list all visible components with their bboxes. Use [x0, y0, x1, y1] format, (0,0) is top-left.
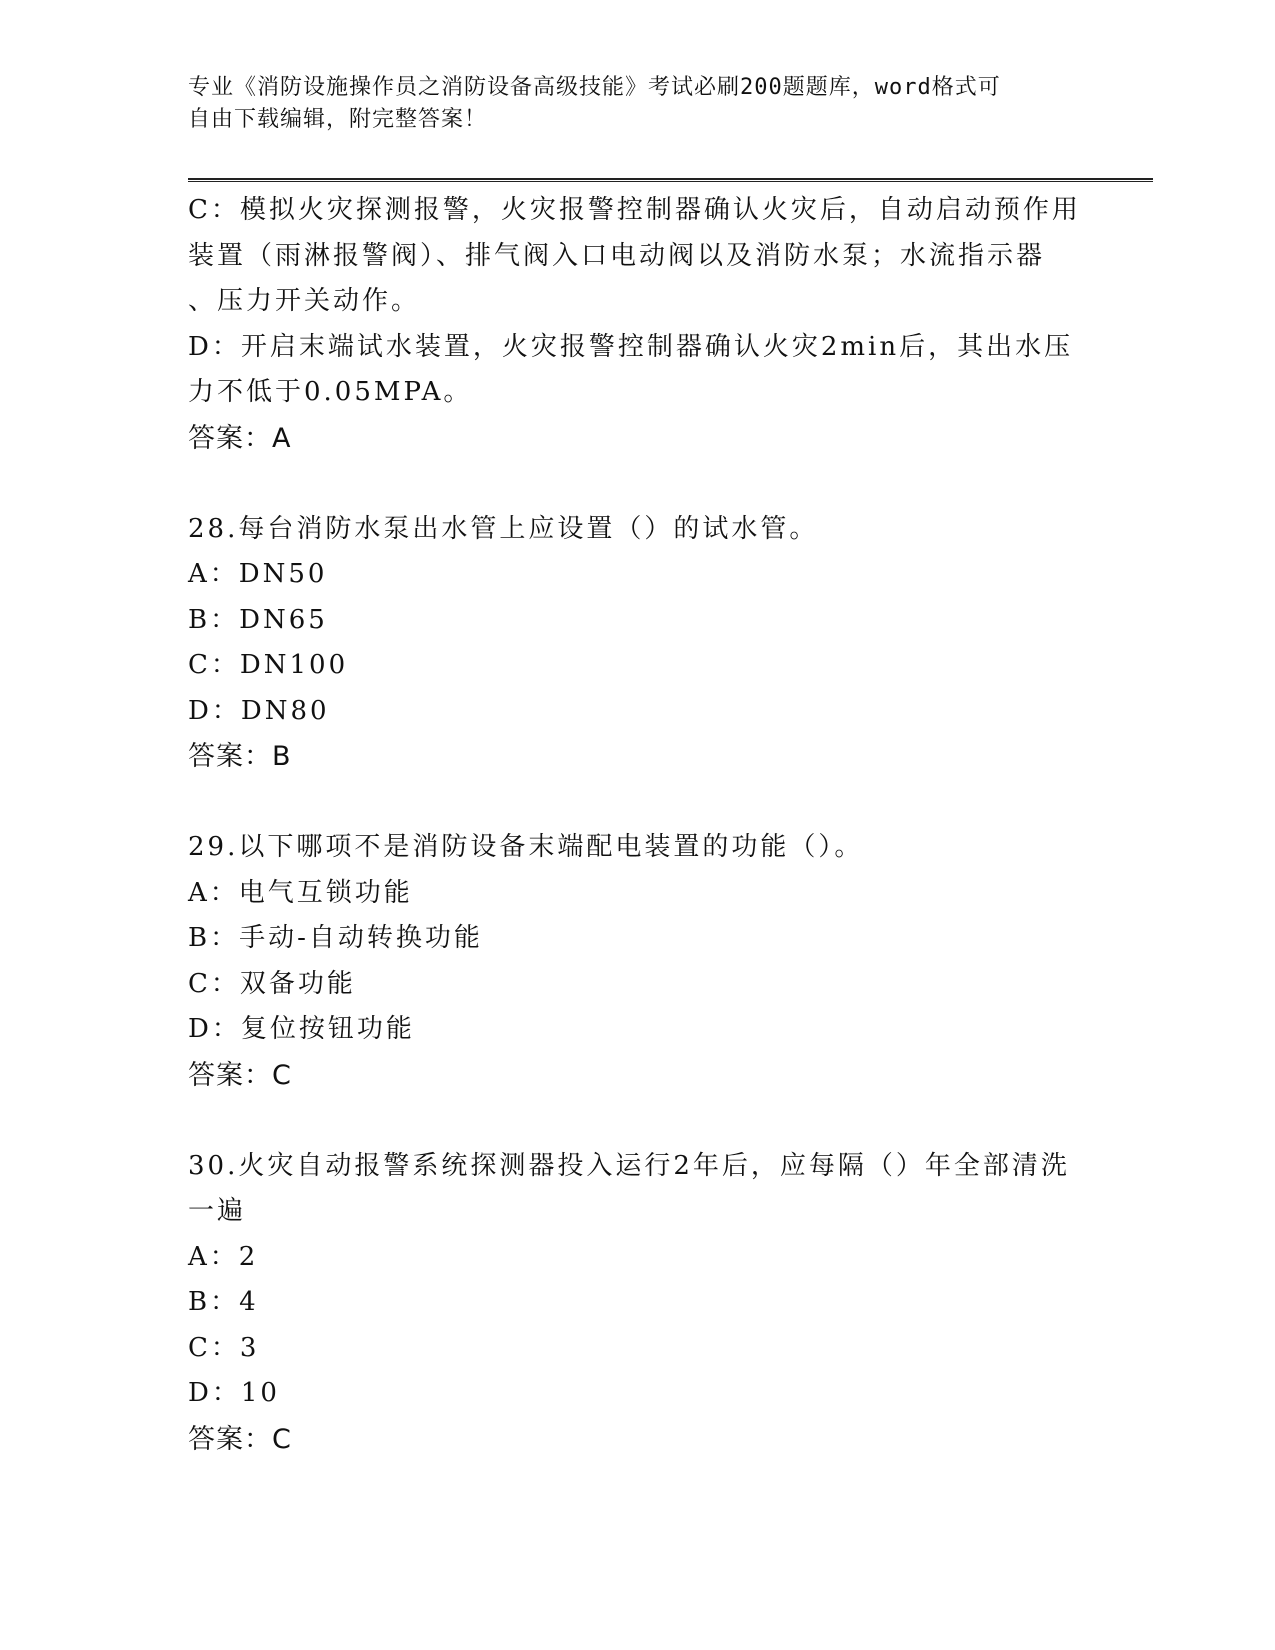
- option-c: C：DN100: [188, 650, 349, 680]
- question-stem: 29.以下哪项不是消防设备末端配电装置的功能（）。: [188, 832, 864, 862]
- header-line: 专业《消防设施操作员之消防设备高级技能》考试必刷200题题库，word格式可: [188, 75, 1001, 100]
- option-c: C：3: [188, 1332, 260, 1363]
- option-d: D：复位按钮功能: [188, 1014, 415, 1044]
- option-a: A：2: [188, 1241, 259, 1272]
- answer-line: 答案：C: [188, 1423, 292, 1455]
- option-b: B：DN65: [188, 604, 328, 635]
- option-d: D：10: [188, 1378, 280, 1408]
- header-line: 自由下载编辑，附完整答案！: [188, 107, 488, 132]
- question-28: [188, 507, 1088, 780]
- option-b: B：手动-自动转换功能: [188, 923, 483, 953]
- answer-line: 答案：A: [188, 422, 292, 454]
- spacer: [188, 461, 1088, 507]
- option-c-line: 、压力开关动作。: [188, 286, 421, 316]
- option-d-line: D：开启末端试水装置，火灾报警控制器确认火灾2min后，其出水压: [188, 331, 1074, 362]
- header-divider: [188, 178, 1153, 182]
- previous-question: [188, 188, 1088, 461]
- question-29: [188, 825, 1088, 1098]
- option-c-line: C：模拟火灾探测报警，火灾报警控制器确认火灾后，自动启动预作用: [188, 195, 1081, 225]
- spacer: [188, 1098, 1088, 1144]
- document-body: [188, 188, 1088, 1462]
- spacer: [188, 780, 1088, 826]
- answer-line: 答案：C: [188, 1059, 292, 1091]
- option-a: A：电气互锁功能: [188, 877, 413, 908]
- option-b: B：4: [188, 1287, 259, 1317]
- question-stem: 一遍: [188, 1196, 247, 1226]
- option-d-line: 力不低于0.05MPA。: [188, 377, 473, 407]
- question-stem: 30.火灾自动报警系统探测器投入运行2年后，应每隔（）年全部清洗: [188, 1150, 1070, 1181]
- option-c: C：双备功能: [188, 968, 356, 999]
- option-d: D：DN80: [188, 695, 330, 726]
- question-30: [188, 1144, 1088, 1463]
- answer-line: 答案：B: [188, 741, 292, 772]
- option-a: A：DN50: [188, 559, 328, 589]
- option-c-line: 装置（雨淋报警阀）、排气阀入口电动阀以及消防水泵；水流指示器: [188, 240, 1046, 271]
- document-header: [188, 72, 1068, 136]
- question-stem: 28.每台消防水泵出水管上应设置（）的试水管。: [188, 513, 819, 544]
